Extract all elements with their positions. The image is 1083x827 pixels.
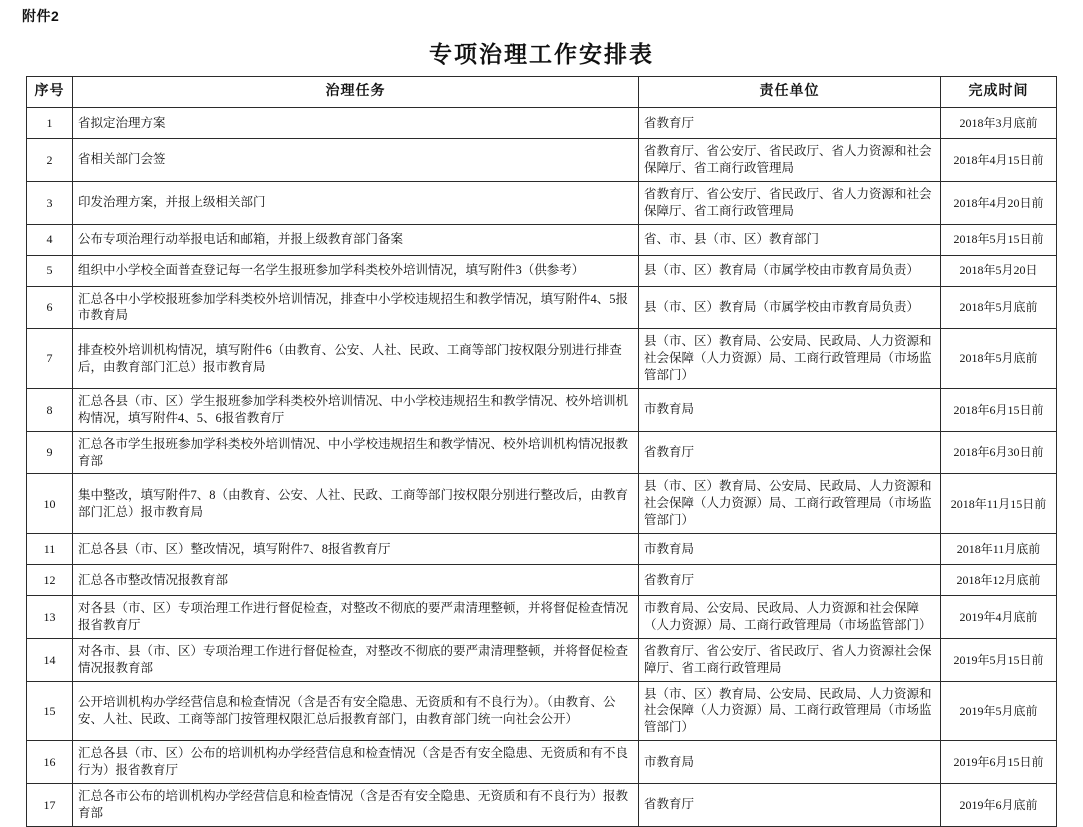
cell-task: 省拟定治理方案 (73, 108, 639, 139)
cell-time: 2018年3月底前 (941, 108, 1057, 139)
column-header-time: 完成时间 (941, 77, 1057, 108)
cell-unit: 县（市、区）教育局（市属学校由市教育局负责） (639, 255, 941, 286)
cell-no: 14 (27, 638, 73, 681)
table-row (27, 741, 1057, 784)
cell-task: 汇总各市学生报班参加学科类校外培训情况、中小学校违规招生和教学情况、校外培训机构情况报教育部 (73, 431, 639, 474)
cell-time: 2019年5月底前 (941, 681, 1057, 741)
cell-task: 对各市、县（市、区）专项治理工作进行督促检查，对整改不彻底的要严肃清理整顿，并将督促检查情况报教育部 (73, 638, 639, 681)
table-row (27, 224, 1057, 255)
cell-no: 5 (27, 255, 73, 286)
cell-unit: 省、市、县（市、区）教育部门 (639, 224, 941, 255)
table-row (27, 783, 1057, 826)
cell-no: 12 (27, 565, 73, 596)
cell-no: 1 (27, 108, 73, 139)
cell-unit: 市教育局 (639, 741, 941, 784)
cell-no: 2 (27, 139, 73, 182)
cell-time: 2019年5月15日前 (941, 638, 1057, 681)
cell-no: 8 (27, 388, 73, 431)
cell-unit: 省教育厅 (639, 565, 941, 596)
cell-time: 2018年5月底前 (941, 329, 1057, 389)
cell-no: 15 (27, 681, 73, 741)
table-row (27, 329, 1057, 389)
cell-no: 16 (27, 741, 73, 784)
cell-time: 2018年5月15日前 (941, 224, 1057, 255)
cell-no: 11 (27, 534, 73, 565)
table-row (27, 139, 1057, 182)
cell-task: 公开培训机构办学经营信息和检查情况（含是否有安全隐患、无资质和有不良行为）。（由教育、公安、人社、民政、工商等部门按管理权限汇总后报教育部门，由教育部门统一向社会公开） (73, 681, 639, 741)
cell-unit: 省教育厅、省公安厅、省民政厅、省人力资源和社会保障厅、省工商行政管理局 (639, 181, 941, 224)
cell-time: 2019年6月15日前 (941, 741, 1057, 784)
cell-unit: 县（市、区）教育局、公安局、民政局、人力资源和社会保障（人力资源）局、工商行政管理局（市场监管部门） (639, 474, 941, 534)
table-row (27, 474, 1057, 534)
cell-unit: 省教育厅、省公安厅、省民政厅、省人力资源和社会保障厅、省工商行政管理局 (639, 139, 941, 182)
cell-no: 7 (27, 329, 73, 389)
table-row (27, 534, 1057, 565)
cell-time: 2019年6月底前 (941, 783, 1057, 826)
cell-unit: 县（市、区）教育局、公安局、民政局、人力资源和社会保障（人力资源）局、工商行政管理局（市场监管部门） (639, 681, 941, 741)
cell-task: 汇总各市公布的培训机构办学经营信息和检查情况（含是否有安全隐患、无资质和有不良行为）报教育部 (73, 783, 639, 826)
cell-unit: 省教育厅、省公安厅、省民政厅、省人力资源社会保障厅、省工商行政管理局 (639, 638, 941, 681)
cell-unit: 市教育局、公安局、民政局、人力资源和社会保障（人力资源）局、工商行政管理局（市场监管部门） (639, 596, 941, 639)
schedule-table-wrapper (26, 76, 1056, 827)
cell-no: 9 (27, 431, 73, 474)
cell-task: 汇总各县（市、区）公布的培训机构办学经营信息和检查情况（含是否有安全隐患、无资质和有不良行为）报省教育厅 (73, 741, 639, 784)
cell-no: 10 (27, 474, 73, 534)
cell-no: 13 (27, 596, 73, 639)
table-row (27, 565, 1057, 596)
cell-task: 组织中小学校全面普查登记每一名学生报班参加学科类校外培训情况，填写附件3（供参考） (73, 255, 639, 286)
cell-task: 印发治理方案，并报上级相关部门 (73, 181, 639, 224)
column-header-no: 序号 (27, 77, 73, 108)
table-row (27, 638, 1057, 681)
table-row (27, 388, 1057, 431)
cell-time: 2018年11月底前 (941, 534, 1057, 565)
cell-task: 集中整改，填写附件7、8（由教育、公安、人社、民政、工商等部门按权限分别进行整改后，由教育部门汇总）报市教育局 (73, 474, 639, 534)
schedule-table (26, 76, 1057, 827)
table-row (27, 431, 1057, 474)
cell-task: 对各县（市、区）专项治理工作进行督促检查，对整改不彻底的要严肃清理整顿，并将督促检查情况报省教育厅 (73, 596, 639, 639)
cell-task: 汇总各县（市、区）整改情况，填写附件7、8报省教育厅 (73, 534, 639, 565)
table-row (27, 255, 1057, 286)
cell-unit: 省教育厅 (639, 108, 941, 139)
table-row (27, 596, 1057, 639)
cell-unit: 县（市、区）教育局、公安局、民政局、人力资源和社会保障（人力资源）局、工商行政管理局（市场监管部门） (639, 329, 941, 389)
cell-unit: 县（市、区）教育局（市属学校由市教育局负责） (639, 286, 941, 329)
attachment-label: 附件2 (22, 8, 60, 24)
cell-task: 排查校外培训机构情况，填写附件6（由教育、公安、人社、民政、工商等部门按权限分别进行排查后，由教育部门汇总）报市教育局 (73, 329, 639, 389)
cell-time: 2018年5月底前 (941, 286, 1057, 329)
cell-task: 省相关部门会签 (73, 139, 639, 182)
cell-time: 2018年6月15日前 (941, 388, 1057, 431)
cell-time: 2018年4月15日前 (941, 139, 1057, 182)
table-row (27, 181, 1057, 224)
cell-task: 汇总各县（市、区）学生报班参加学科类校外培训情况、中小学校违规招生和教学情况、校外培训机构情况，填写附件4、5、6报省教育厅 (73, 388, 639, 431)
cell-unit: 市教育局 (639, 534, 941, 565)
cell-no: 6 (27, 286, 73, 329)
page-title: 专项治理工作安排表 (429, 42, 654, 67)
cell-no: 4 (27, 224, 73, 255)
cell-task: 公布专项治理行动举报电话和邮箱，并报上级教育部门备案 (73, 224, 639, 255)
cell-no: 3 (27, 181, 73, 224)
column-header-task: 治理任务 (73, 77, 639, 108)
cell-time: 2018年12月底前 (941, 565, 1057, 596)
cell-time: 2018年6月30日前 (941, 431, 1057, 474)
cell-task: 汇总各中小学校报班参加学科类校外培训情况，排查中小学校违规招生和教学情况，填写附件4、5报市教育局 (73, 286, 639, 329)
table-row (27, 108, 1057, 139)
table-header-row (27, 77, 1057, 108)
cell-unit: 省教育厅 (639, 783, 941, 826)
cell-time: 2018年5月20日 (941, 255, 1057, 286)
cell-time: 2018年4月20日前 (941, 181, 1057, 224)
cell-unit: 市教育局 (639, 388, 941, 431)
column-header-unit: 责任单位 (639, 77, 941, 108)
cell-no: 17 (27, 783, 73, 826)
cell-task: 汇总各市整改情况报教育部 (73, 565, 639, 596)
cell-unit: 省教育厅 (639, 431, 941, 474)
table-row (27, 286, 1057, 329)
cell-time: 2018年11月15日前 (941, 474, 1057, 534)
cell-time: 2019年4月底前 (941, 596, 1057, 639)
